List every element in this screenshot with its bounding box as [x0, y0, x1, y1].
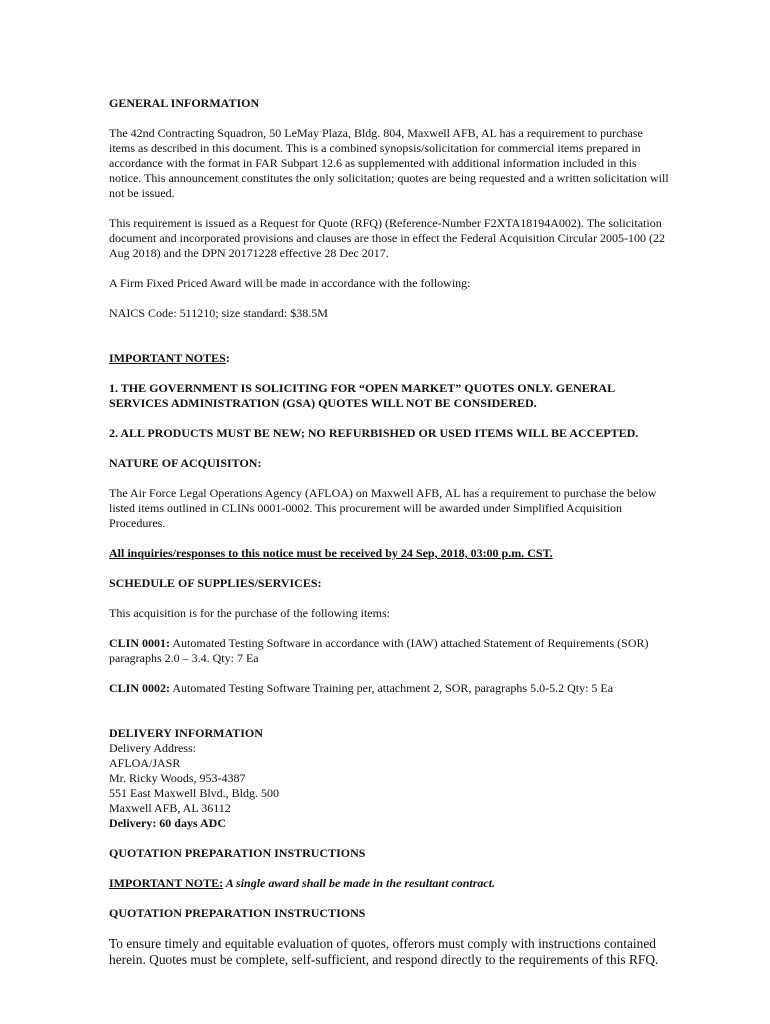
single-award-note-text: A single award shall be made in the resultant contract.	[223, 876, 496, 890]
schedule-heading: SCHEDULE OF SUPPLIES/SERVICES:	[109, 576, 322, 590]
important-notes-heading	[109, 351, 669, 366]
important-note-2: 2. ALL PRODUCTS MUST BE NEW; NO REFURBISHED OR USED ITEMS WILL BE ACCEPTED.	[109, 426, 639, 440]
quotation-instructions-heading-2: QUOTATION PREPARATION INSTRUCTIONS	[109, 906, 366, 920]
clin-0002-text: Automated Testing Software Training per, attachment 2, SOR, paragraphs 5.0-5.2 Qty: 5 Ea	[170, 681, 614, 695]
general-paragraph-2: This requirement is issued as a Request for Quote (RFQ) (Reference-Number F2XTA18194A002). The solicitation document and incorporated provisions and clauses are those in effect the Federal Acquisition Circular 2005-100 (22 Aug 2018) and the DPN 20171228 effective 28 Dec 2017.	[109, 216, 665, 260]
clin-0002	[109, 681, 669, 696]
important-note-1: 1. THE GOVERNMENT IS SOLICITING FOR “OPEN MARKET” QUOTES ONLY. GENERAL SERVICES ADMINISTRATION (GSA) QUOTES WILL NOT BE CONSIDERED.	[109, 381, 615, 410]
clin-0002-label: CLIN 0002:	[109, 681, 171, 695]
delivery-line: Mr. Ricky Woods, 953-4387	[109, 771, 246, 785]
nature-paragraph: The Air Force Legal Operations Agency (AFLOA) on Maxwell AFB, AL has a requirement to purchase the below listed items outlined in CLINs 0001-0002. This procurement will be awarded under Simplified Acquisition Procedures.	[109, 486, 657, 530]
document-body	[109, 96, 669, 967]
quotation-instructions-paragraph: To ensure timely and equitable evaluation of quotes, offerors must comply with instructions contained herein. Quotes must be complete, self-sufficient, and respond directly to the requirements of this RFQ.	[109, 936, 659, 967]
delivery-line: Maxwell AFB, AL 36112	[109, 801, 231, 815]
delivery-line: 551 East Maxwell Blvd., Bldg. 500	[109, 786, 279, 800]
delivery-time: Delivery: 60 days ADC	[109, 816, 226, 830]
delivery-line: AFLOA/JASR	[109, 756, 181, 770]
important-notes-colon: :	[225, 351, 230, 365]
general-information-heading: GENERAL INFORMATION	[109, 96, 260, 110]
general-paragraph-3: A Firm Fixed Priced Award will be made in accordance with the following:	[109, 276, 471, 290]
single-award-note-label: IMPORTANT NOTE:	[109, 876, 224, 890]
delivery-line: Delivery Address:	[109, 741, 196, 755]
nature-of-acquisition-heading: NATURE OF ACQUISITON:	[109, 456, 262, 470]
general-paragraph-1: The 42nd Contracting Squadron, 50 LeMay Plaza, Bldg. 804, Maxwell AFB, AL has a requirement to purchase items as described in this document. This is a combined synopsis/solicitation for commercial items prepared in accordance with the format in FAR Subpart 12.6 as supplemented with additional information included in this notice. This announcement constitutes the only solicitation; quotes are being requested and a written solicitation will not be issued.	[109, 126, 669, 200]
important-notes-label: IMPORTANT NOTES	[109, 351, 226, 365]
naics-code: NAICS Code: 511210; size standard: $38.5M	[109, 306, 328, 320]
clin-0001-label: CLIN 0001:	[109, 636, 171, 650]
delivery-heading: DELIVERY INFORMATION	[109, 726, 263, 740]
quotation-instructions-heading: QUOTATION PREPARATION INSTRUCTIONS	[109, 846, 366, 860]
clin-0001-text: Automated Testing Software in accordance with (IAW) attached Statement of Requirements (SOR) paragraphs 2.0 – 3.4. Qty: 7 Ea	[109, 636, 649, 665]
clin-0001	[109, 636, 669, 666]
inquiries-deadline: All inquiries/responses to this notice must be received by 24 Sep, 2018, 03:00 p.m. CST.	[109, 546, 553, 560]
schedule-intro: This acquisition is for the purchase of the following items:	[109, 606, 390, 620]
single-award-note	[109, 876, 669, 891]
